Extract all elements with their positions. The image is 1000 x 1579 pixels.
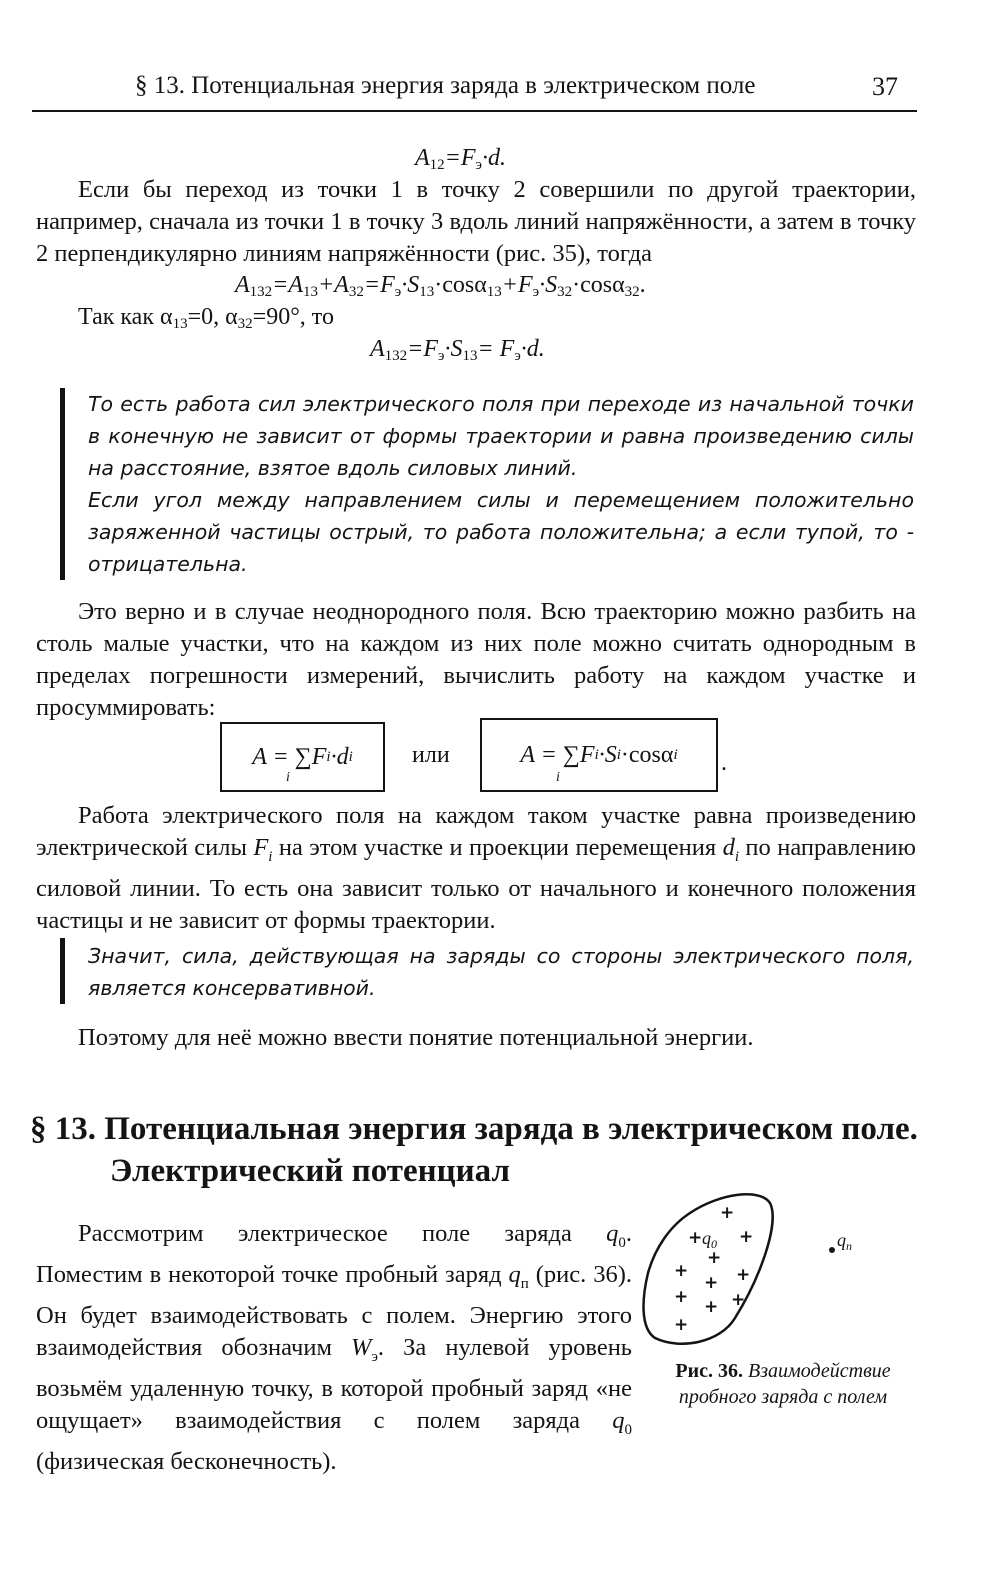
probe-charge-dot [829,1247,835,1253]
formula-a132-sum: $A_{132}=A_{13}+A_{32}=F_э\cdot S_{13}\cdot\cos\alpha_{13}+F_э\cdot S_{32}\cdot\cos\alpha_{32}$. [235,272,646,300]
figure-caption: Рис. 36. Взаимодействие пробного заряда с полем [675,1360,891,1408]
note-bar [60,388,65,580]
plus-sign: + [674,1287,689,1307]
paragraph-field-of-charge: Рассмотрим электрическое поле заряда $q_0$. Поместим в некоторой точке пробный заряд $q_п$ (рис. 36). Он будет взаимодействовать с полем. Энергию этого взаимодействия обозначим $W_э$. За нулевой уровень возьмём удаленную точку, в которой пробный заряд «не ощущает» взаимодействия с полем заряда $q_0$ (физическая бесконечность). [36,1220,632,1475]
plus-sign: + [731,1290,746,1310]
plus-sign: + [720,1203,735,1223]
plus-sign: + [688,1228,703,1248]
charge-region-outline [644,1194,773,1343]
plus-sign: + [674,1261,689,1281]
note-work-independence: То есть работа сил электрического поля при переходе из начальной точки в конечную не зависит от формы траектории и равна произведению силы на расстояние, взятое вдоль силовых линий. Если угол между направлением силы и перемещением положительно заряженной частицы острый, то работа положительна; а если тупой, то - отрицательна. [88,392,914,576]
charge-q0-label: $q_0$ [702,1228,717,1251]
paragraph-work-section: Работа электрического поля на каждом таком участке равна произведению электрической силы $F_i$ на этом участке и проекции перемещения $d_i$ по направлению силовой линии. То есть она зависит только от начального и конечного положения частицы и не зависит от формы траектории. [36,802,916,934]
plus-sign: + [674,1315,689,1335]
page-number: 37 [872,72,898,101]
header-rule [32,110,917,112]
plus-sign: + [707,1248,722,1268]
formula-box-sum-fd: A = ∑F i ·d i [220,722,385,792]
section-title: § 13. Потенциальная энергия заряда в электрическом поле. Электрический потенциал [30,1111,918,1189]
formula-end-dot: . [721,750,727,776]
formula-box-sum-fscos: A = ∑F i ·S i ·cosα i [480,718,718,792]
or-word: или [412,742,450,768]
probe-charge-label: $q_п$ [837,1230,852,1253]
plus-sign: + [736,1265,751,1285]
formula-a132-result: $A_{132}=F_э\cdot S_{13}= F_э\cdot d$. [370,336,545,364]
formula-a12: $A_{12}=F_э\cdot d$. [415,145,506,173]
paragraph-nonuniform-field: Это верно и в случае неоднородного поля. Всю траекторию можно разбить на столь малые участки, что на каждом из них поле можно считать однородным в пределах погрешности измерений, вычислить работу на каждом участке и просуммировать: [36,598,916,721]
running-title: § 13. Потенциальная энергия заряда в электрическом поле [135,72,756,99]
paragraph-trajectory: Если бы переход из точки 1 в точку 2 совершили по другой траектории, например, сначала из точки 1 в точку 3 вдоль линий напряжённости, а затем в точку 2 перпендикулярно линиям напряжённости (рис. 35), тогда [36,176,916,267]
sum-index-2: i [556,770,560,785]
plus-sign: + [739,1227,754,1247]
plus-sign: + [704,1297,719,1317]
note-conservative-force: Значит, сила, действующая на заряды со стороны электрического поля, является консервативной. [88,944,914,1000]
sum-index-1: i [286,770,290,785]
note-bar [60,938,65,1004]
figure-charge-field [640,1188,910,1358]
angles-statement: Так как $\alpha_{13}=0$, $\alpha_{32}=90^\circ$, то [78,304,334,332]
paragraph-potential-energy: Поэтому для неё можно ввести понятие потенциальной энергии. [78,1024,754,1051]
plus-sign: + [704,1273,719,1293]
